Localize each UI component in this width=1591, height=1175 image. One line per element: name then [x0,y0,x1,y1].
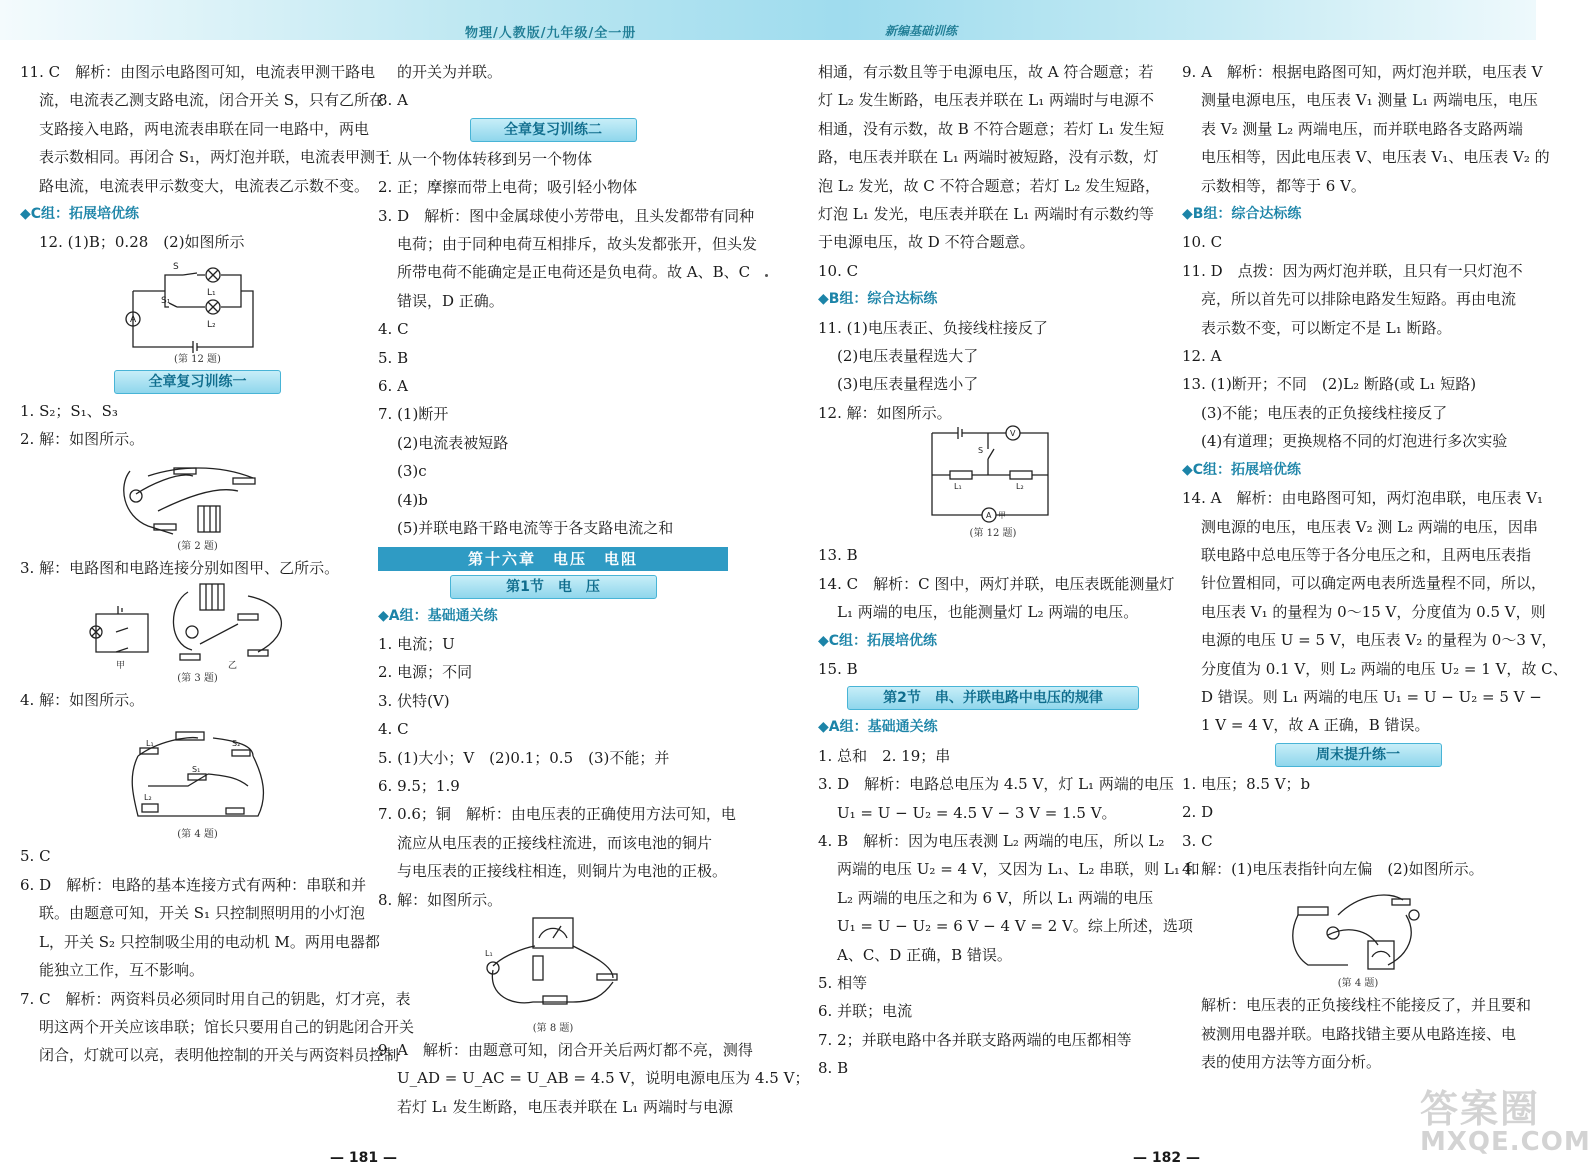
answer-line: 电荷；由于同种电荷互相排斥，故头发都张开，但头发 [397,235,758,254]
answer-line: 流应从电压表的正接线柱流进，而该电池的铜片 [397,833,713,852]
answer-line: 明这两个开关应该串联；馆长只要用自己的钥匙闭合开关 [39,1017,415,1036]
svg-text:S: S [172,261,179,272]
circuit-figures-3 [88,584,308,670]
svg-text:L₁: L₁ [954,482,962,492]
answer-line: (3)电压表量程选小了 [837,375,979,394]
answer-line: 2. 解：如图所示。 [20,430,145,449]
answer-line: 4. B 解析：因为电压表测 L₂ 两端的电压，所以 L₂ [818,831,1165,850]
header-title: 物理/人教版/九年级/全一册 [465,26,637,41]
answer-line: 表示数相同。再闭合 S₁，两灯泡并联，电流表甲测干 [39,148,391,167]
answer-line: 14. A 解析：由电路图可知，两灯泡串联，电压表 V₁ [1182,489,1544,508]
svg-text:L₂: L₂ [206,319,216,330]
answer-line: 路，电压表并联在 L₁ 两端时被短路，没有示数，灯 [818,148,1159,167]
answer-line: 12. 解：如图所示。 [818,403,952,422]
group-heading: ◆C组：拓展培优练 [818,632,938,649]
answer-line: D 错误。则 L₁ 两端的电压 U₁ = U − U₂ = 5 V − [1201,687,1542,706]
figure-fig12b [818,429,1168,541]
answer-line: 10. C [818,261,859,280]
page-number-right: — 182 — [1133,1150,1200,1166]
answer-line: 于电源电压，故 D 不符合题意。 [818,233,1035,252]
answer-line: (3)不能；电压表的正负接线柱接反了 [1201,403,1448,422]
group-heading: ◆B组：综合达标练 [818,291,938,308]
answer-line: (2)电压表量程选大了 [837,347,979,366]
answer-line: 表示数不变，可以断定不是 L₁ 断路。 [1201,318,1452,337]
section-heading: 周末提升练一 [1275,743,1442,767]
answer-line: 路电流，电流表甲示数变大，电流表乙示数不变。 [39,176,370,195]
column-4 [1182,58,1568,1077]
answer-line: 电压相等，因此电压表 V、电压表 V₁、电压表 V₂ 的 [1201,148,1550,167]
answer-line: 4. 解：(1)电压表指针向左偏 (2)如图所示。 [1182,859,1484,878]
svg-text:L₂: L₂ [143,793,152,803]
answer-line: 1. S₂；S₁、S₃ [20,401,118,420]
wiring-figure-2 [118,456,278,538]
svg-text:甲: 甲 [998,511,1006,521]
answer-line: 亮，所以首先可以排除电路发生短路。再由电流 [1201,290,1517,309]
answer-line: 6. 并联；电流 [818,1002,913,1021]
answer-line: (4)有道理；更换规格不同的灯泡进行多次实验 [1201,432,1508,451]
answer-line: 11. (1)电压表正、负接线柱接反了 [818,318,1048,337]
answer-line: 1. 电压；8.5 V；b [1182,774,1311,793]
group-heading: ◆C组：拓展培优练 [20,206,140,223]
answer-line: 灯 L₂ 发生断路，电压表并联在 L₁ 两端时与电源不 [818,91,1155,110]
section-heading: 全章复习训练一 [114,370,281,394]
answer-line: 4. 解：如图所示。 [20,691,145,710]
figure-caption: (第 4 题) [1337,978,1379,990]
answer-line: 相通，没有示数，故 B 不符合题意；若灯 L₁ 发生短 [818,119,1165,138]
figure-fig4b [1182,885,1534,991]
answer-line: 电压表 V₁ 的量程为 0～15 V，分度值为 0.5 V，则 [1201,602,1546,621]
figure-fig4 [20,716,375,842]
answer-line: 7. 0.6；铜 解析：由电压表的正确使用方法可知，电 [378,805,736,824]
answer-line: 11. D 点拨：因为两灯泡并联，且只有一只灯泡不 [1182,261,1523,280]
svg-text:L₂: L₂ [1016,482,1024,492]
answer-line: 闭合，灯就可以亮，表明他控制的开关与两资料员控制 [39,1046,400,1065]
answer-line: 13. B [818,546,858,565]
answer-line: 9. A 解析：由题意可知，闭合开关后两灯都不亮，测得 [378,1040,753,1059]
answer-line: U₁ = U − U₂ = 4.5 V − 3 V = 1.5 V。 [837,803,1117,822]
answer-line: 3. D 解析：电路总电压为 4.5 V，灯 L₁ 两端的电压 [818,775,1174,794]
section-heading: 第1节 电 压 [450,575,657,599]
header-band [0,0,1536,40]
figure-caption: (第 4 题) [177,829,218,841]
answer-line: 7. (1)断开 [378,405,449,424]
answer-line: 电源的电压 U = 5 V，电压表 V₂ 的量程为 0～3 V， [1201,631,1557,650]
answer-line: (2)电流表被短路 [397,433,509,452]
answer-line: L₁ 两端的电压，也能测量灯 L₂ 两端的电压。 [837,603,1139,622]
figure-caption: (第 8 题) [532,1022,574,1034]
answer-line: 流，电流表乙测支路电流，闭合开关 S，只有乙所在 [39,91,385,110]
figure-caption: (第 12 题) [969,528,1017,540]
answer-line: 5. (1)大小；V (2)0.1；0.5 (3)不能；并 [378,748,670,767]
answer-line: 的开关为并联。 [397,63,503,81]
answer-line: 两端的电压 U₂ = 4 V，又因为 L₁、L₂ 串联，则 L₁ 和 [837,860,1200,879]
section-heading: 全章复习训练二 [470,118,637,142]
group-heading: ◆A组：基础通关练 [378,607,498,624]
answer-line: L₂ 两端的电压之和为 6 V，所以 L₁ 两端的电压 [837,888,1154,907]
group-heading: ◆A组：基础通关练 [818,719,938,736]
answer-line: 10. C [1182,233,1223,252]
page-number-left: — 181 — [330,1150,397,1166]
wiring-figure-4 [128,716,268,826]
svg-text:L₁: L₁ [145,739,154,749]
answer-line: 4. C [378,720,409,739]
figure-fig12 [20,259,375,367]
answer-line: 8. A [378,91,408,110]
figure-caption: (第 3 题) [177,673,218,685]
answer-line: 15. B [818,659,858,678]
answer-line: 8. B [818,1059,849,1078]
answer-line: 1. 从一个物体转移到另一个物体 [378,149,593,168]
answer-line: 2. D [1182,803,1214,822]
answer-line: 联。由题意可知，开关 S₁ 只控制照明用的小灯泡 [39,904,365,923]
answer-line: 与电压表的正接线柱相连，则铜片为电池的正极。 [397,862,728,881]
answer-line: 11. C 解析：由图示电路图可知，电流表甲测干路电 [20,63,376,81]
section-heading: 第2节 串、并联电路中电压的规律 [847,686,1139,710]
svg-text:L₁: L₁ [206,287,216,298]
answer-line: 相通，有示数且等于电源电压，故 A 符合题意；若 [818,63,1154,81]
header-brand: 新编基础训练 [885,24,958,38]
circuit-diagram-12b [928,429,1058,525]
answer-line: 被测用电器并联。电路找错主要从电路连接、电 [1201,1024,1517,1043]
answer-line: 3. 解：电路图和电路连接分别如图甲、乙所示。 [20,558,340,577]
svg-text:S₁: S₁ [160,295,170,306]
svg-text:S₁: S₁ [191,765,200,775]
answer-line: 测电源的电压，电压表 V₂ 测 L₂ 两端的电压，因串 [1201,517,1538,536]
answer-line: 5. B [378,348,409,367]
answer-line: (4)b [397,490,428,509]
answer-line: 8. 解：如图所示。 [378,890,503,909]
answer-line: 9. A 解析：根据电路图可知，两灯泡并联，电压表 V [1182,63,1543,81]
svg-text:S₂: S₂ [231,739,240,749]
answer-line: 3. C [1182,831,1213,850]
answer-line: 错误，D 正确。 [397,291,504,310]
circuit-diagram-12 [113,259,283,351]
answer-line: 7. 2；并联电路中各并联支路两端的电压都相等 [818,1030,1132,1049]
chapter-heading: 第十六章 电压 电阻 [378,547,728,571]
answer-line: 所带电荷不能确定是正电荷还是负电荷。故 A、B、C [397,263,751,282]
answer-line: 12. (1)B；0.28 (2)如图所示 [39,233,245,252]
answer-line: 3. 伏特(V) [378,691,450,710]
answer-line: 2. 电源；不同 [378,663,473,682]
svg-text:A: A [986,511,992,521]
group-heading: ◆B组：综合达标练 [1182,206,1302,223]
group-heading: ◆C组：拓展培优练 [1182,461,1302,478]
answer-line: 7. C 解析：两资料员必须同时用自己的钥匙，灯才亮，表 [20,989,411,1008]
answer-line: U₁ = U − U₂ = 6 V − 4 V = 2 V。综上所述，选项 [837,917,1193,936]
answer-line: 14. C 解析：C 图中，两灯并联，电压表既能测量灯 [818,574,1175,593]
answer-line: 12. A [1182,347,1222,366]
answer-line: 若灯 L₁ 发生断路，电压表并联在 L₁ 两端时与电源 [397,1097,734,1116]
answer-line: 联电路中总电压等于各分电压之和，且两电压表指 [1201,545,1532,564]
answer-line: 5. C [20,847,51,866]
figure-fig8 [378,916,728,1036]
wiring-figure-8 [473,916,633,1020]
answer-line: A、C、D 正确，B 错误。 [837,945,1012,964]
answer-line: 示数相等，都等于 6 V。 [1201,176,1366,195]
watermark: 答案圈 MXQE.COM [1420,1087,1591,1157]
answer-line: 1. 总和 2. 19；串 [818,746,951,765]
answer-line: L，开关 S₂ 只控制吸尘用的电动机 M。两用电器都 [39,932,380,951]
svg-text:S: S [978,446,984,456]
answer-line: 解析：电压表的正负接线柱不能接反了，并且要和 [1201,996,1532,1015]
answer-line: 1. 电流；U [378,634,455,653]
answer-line: 灯泡 L₁ 发光，电压表并联在 L₁ 两端时有示数约等 [818,205,1155,224]
answer-line: 4. C [378,320,409,339]
binding-dot [765,274,768,277]
svg-text:乙: 乙 [227,661,237,672]
answer-line: 13. (1)断开；不同 (2)L₂ 断路(或 L₁ 短路) [1182,375,1477,394]
answer-line: 测量电源电压，电压表 V₁ 测量 L₁ 两端电压，电压 [1201,91,1538,110]
answer-line: 2. 正；摩擦而带上电荷；吸引轻小物体 [378,178,638,197]
figure-fig2 [20,456,375,554]
answer-line: 分度值为 0.1 V，则 L₂ 两端的电压 U₂ = 1 V，故 C、 [1201,659,1568,678]
svg-text:L₁: L₁ [485,948,493,958]
figure-fig3 [20,584,375,686]
answer-line: 针位置相同，可以确定两电表所选量程不同，所以， [1201,574,1547,593]
answer-line: 6. D 解析：电路的基本连接方式有两种：串联和并 [20,875,367,894]
figure-caption: (第 2 题) [177,540,218,552]
svg-text:V: V [1010,429,1016,439]
answer-line: 支路接入电路，两电流表串联在同一电路中，两电 [39,119,370,138]
answer-line: 5. 相等 [818,973,868,992]
answer-line: 1 V = 4 V，故 A 正确，B 错误。 [1201,716,1430,735]
answer-line: (5)并联电路干路电流等于各支路电流之和 [397,519,674,538]
column-2 [378,58,810,1121]
svg-text:甲: 甲 [115,661,125,672]
answer-line: (3)c [397,462,427,481]
wiring-figure-4b [1288,885,1428,975]
answer-line: 6. 9.5；1.9 [378,776,460,795]
answer-line: 表 V₂ 测量 L₂ 两端电压，而并联电路各支路两端 [1201,119,1523,138]
answer-line: U_AD = U_AC = U_AB = 4.5 V，说明电源电压为 4.5 V； [397,1069,810,1088]
figure-caption: (第 12 题) [174,353,221,365]
answer-line: 3. D 解析：图中金属球使小芳带电，且头发都带有同种 [378,206,755,225]
svg-text:A: A [129,314,136,325]
answer-line: 能独立工作，互不影响。 [39,961,205,980]
answer-line: 表的使用方法等方面分析。 [1201,1053,1382,1072]
answer-line: 6. A [378,377,408,396]
answer-line: 泡 L₂ 发光，故 C 不符合题意；若灯 L₂ 发生短路， [818,176,1161,195]
